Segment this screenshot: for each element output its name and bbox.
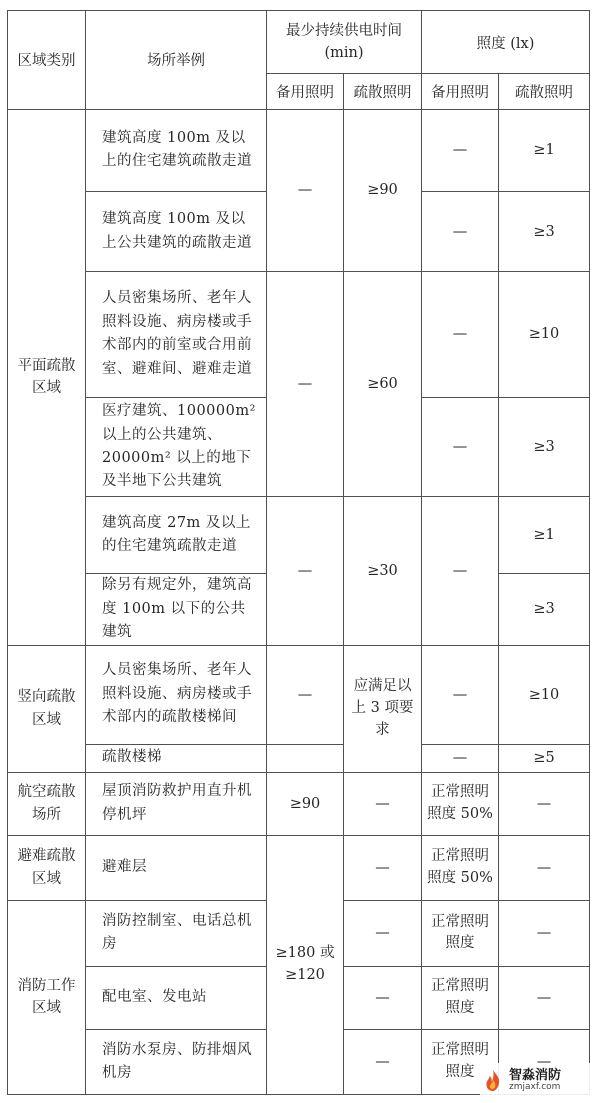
lux-evacuation: —: [499, 836, 590, 900]
category-aviation: 航空疏散 场所: [8, 772, 86, 835]
lux-standby: 正常照明 照度 50%: [422, 836, 499, 900]
place-example: 除另有规定外，建筑高度 100m 以下的公共建筑: [86, 573, 267, 645]
place-example: 建筑高度 100m 及以上的住宅建筑疏散走道: [86, 109, 267, 192]
lux-evacuation: —: [499, 967, 590, 1030]
duration-standby: —: [267, 645, 344, 744]
header-standby: 备用照明: [267, 74, 344, 109]
header-standby-lux: 备用照明: [422, 74, 499, 109]
place-example: 避难层: [86, 836, 267, 900]
lux-evacuation: ≥1: [499, 497, 590, 574]
place-example: 建筑高度 100m 及以上公共建筑的疏散走道: [86, 192, 267, 272]
lux-evacuation: ≥10: [499, 271, 590, 397]
category-horizontal: 平面疏散 区域: [8, 109, 86, 645]
duration-standby: —: [267, 497, 344, 645]
lux-standby: 正常照明 照度 50%: [422, 772, 499, 835]
emergency-lighting-table: [7, 10, 590, 1095]
lux-evacuation: ≥5: [499, 744, 590, 772]
duration-standby: —: [267, 271, 344, 497]
lux-evacuation: —: [499, 900, 590, 966]
duration-evacuation: ≥90: [344, 109, 422, 271]
lux-standby: —: [422, 645, 499, 744]
place-example: 建筑高度 27m 及以上的住宅建筑疏散走道: [86, 497, 267, 574]
header-illuminance: 照度 (lx): [422, 11, 590, 74]
header-duration-title: 最少持续供电时间: [286, 22, 402, 39]
lux-evacuation: ≥3: [499, 192, 590, 272]
duration-evacuation: 应满足以 上 3 项要求: [344, 645, 422, 772]
duration-evacuation: —: [344, 836, 422, 900]
duration-standby: ≥180 或 ≥120: [267, 836, 344, 1095]
category-refuge: 避难疏散 区域: [8, 836, 86, 900]
place-example: 消防控制室、电话总机房: [86, 900, 267, 966]
duration-evacuation: ≥60: [344, 271, 422, 497]
place-example: 人员密集场所、老年人照料设施、病房楼或手术部内的前室或合用前室、避难间、避难走道: [86, 271, 267, 397]
duration-evacuation: —: [344, 772, 422, 835]
lux-standby: —: [422, 497, 499, 645]
duration-evacuation: —: [344, 967, 422, 1030]
duration-evacuation: —: [344, 1030, 422, 1095]
table-row: [8, 497, 590, 574]
lux-evacuation: —: [499, 772, 590, 835]
header-evacuation: 疏散照明: [344, 74, 422, 109]
lux-standby: —: [422, 109, 499, 192]
table-row: [8, 836, 590, 900]
header-evacuation-lux: 疏散照明: [499, 74, 590, 109]
lux-standby: —: [422, 744, 499, 772]
duration-standby: —: [267, 109, 344, 271]
watermark-url: zmjaxf.com: [509, 1082, 561, 1093]
header-place-example: 场所举例: [86, 11, 267, 110]
duration-standby: ≥90: [267, 772, 344, 835]
table-row: [8, 772, 590, 835]
place-example: 配电室、发电站: [86, 967, 267, 1030]
table-row: [8, 271, 590, 397]
duration-evacuation: —: [344, 900, 422, 966]
duration-evacuation: ≥30: [344, 497, 422, 645]
table-row: [8, 744, 590, 772]
place-example: 消防水泵房、防排烟风机房: [86, 1030, 267, 1095]
header-row: [8, 11, 590, 74]
lux-standby: —: [422, 397, 499, 497]
site-watermark: [480, 1063, 590, 1099]
lux-evacuation: ≥3: [499, 573, 590, 645]
lux-standby: 正常照明 照度: [422, 967, 499, 1030]
table-row: [8, 645, 590, 744]
lux-evacuation: ≥1: [499, 109, 590, 192]
lux-standby: 正常照明 照度: [422, 1030, 499, 1095]
lux-standby: 正常照明 照度: [422, 900, 499, 966]
watermark-name: 智淼消防: [509, 1068, 562, 1084]
header-duration: [267, 11, 422, 74]
lux-evacuation: ≥10: [499, 645, 590, 744]
category-firework: 消防工作 区域: [8, 900, 86, 1094]
flame-logo-icon: [480, 1068, 506, 1094]
place-example: 医疗建筑、100000m² 以上的公共建筑、20000m² 以上的地下及半地下公共建筑: [86, 397, 267, 497]
lux-standby: —: [422, 271, 499, 397]
header-duration-unit: (min): [324, 45, 364, 62]
category-vertical: 竖向疏散 区域: [8, 645, 86, 772]
place-example: 人员密集场所、老年人照料设施、病房楼或手术部内的疏散楼梯间: [86, 645, 267, 744]
place-example: 疏散楼梯: [86, 744, 267, 772]
place-example: 屋顶消防救护用直升机停机坪: [86, 772, 267, 835]
duration-standby: [267, 744, 344, 772]
table-row: [8, 109, 590, 192]
header-region-type: 区域类别: [8, 11, 86, 110]
lux-standby: —: [422, 192, 499, 272]
lux-evacuation: ≥3: [499, 397, 590, 497]
